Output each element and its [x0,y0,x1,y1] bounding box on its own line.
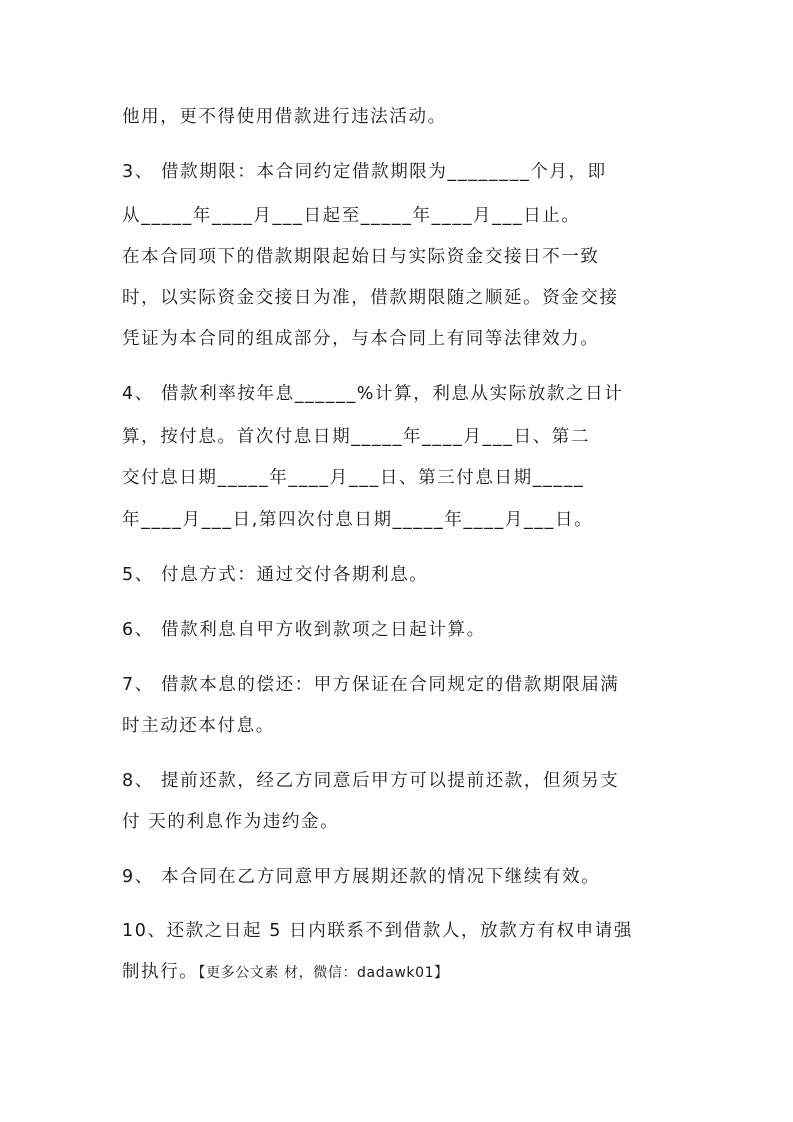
footer-note: 【更多公文素 材，微信：dadawk01】 [198,965,449,981]
text-line: 交付息日期_____年____月___日、第三付息日期_____ [122,468,585,488]
text-line: 付 天的利息作为违约金。 [122,812,340,832]
text-line: 时，以实际资金交接日为准，借款期限随之顺延。资金交接 [122,288,619,308]
text-line: 时主动还本付息。 [122,716,275,736]
text-line: 凭证为本合同的组成部分，与本合同上有同等法律效力。 [122,329,600,349]
text-span: 制执行。 [122,962,199,982]
clause-5-line: 5、 付息方式：通过交付各期利息。 [122,565,429,585]
text-line: 他用，更不得使用借款进行违法活动。 [122,107,447,127]
clause-10-line: 10、还款之日起 5 日内联系不到借款人，放款方有权申请强 [122,921,633,941]
clause-4-line: 4、 借款利率按年息______%计算，利息从实际放款之日计 [122,384,624,404]
text-line [122,960,449,985]
clause-3-line: 3、 借款期限：本合同约定借款期限为________个月，即 [122,162,607,182]
text-line: 在本合同项下的借款期限起始日与实际资金交接日不一致 [122,247,600,267]
clause-6-line: 6、 借款利息自甲方收到款项之日起计算。 [122,620,486,640]
clause-8-line: 8、 提前还款，经乙方同意后甲方可以提前还款，但须另支 [122,771,620,791]
text-line: 算，按付息。首次付息日期_____年____月___日、第二 [122,427,590,447]
text-line: 年____月___日,第四次付息日期_____年____月___日。 [122,510,594,530]
text-line: 从_____年____月___日起至_____年____月___日止。 [122,206,581,226]
clause-9-line: 9、 本合同在乙方同意甲方展期还款的情况下继续有效。 [122,867,601,887]
clause-7-line: 7、 借款本息的偿还：甲方保证在合同规定的借款期限届满 [122,675,620,695]
